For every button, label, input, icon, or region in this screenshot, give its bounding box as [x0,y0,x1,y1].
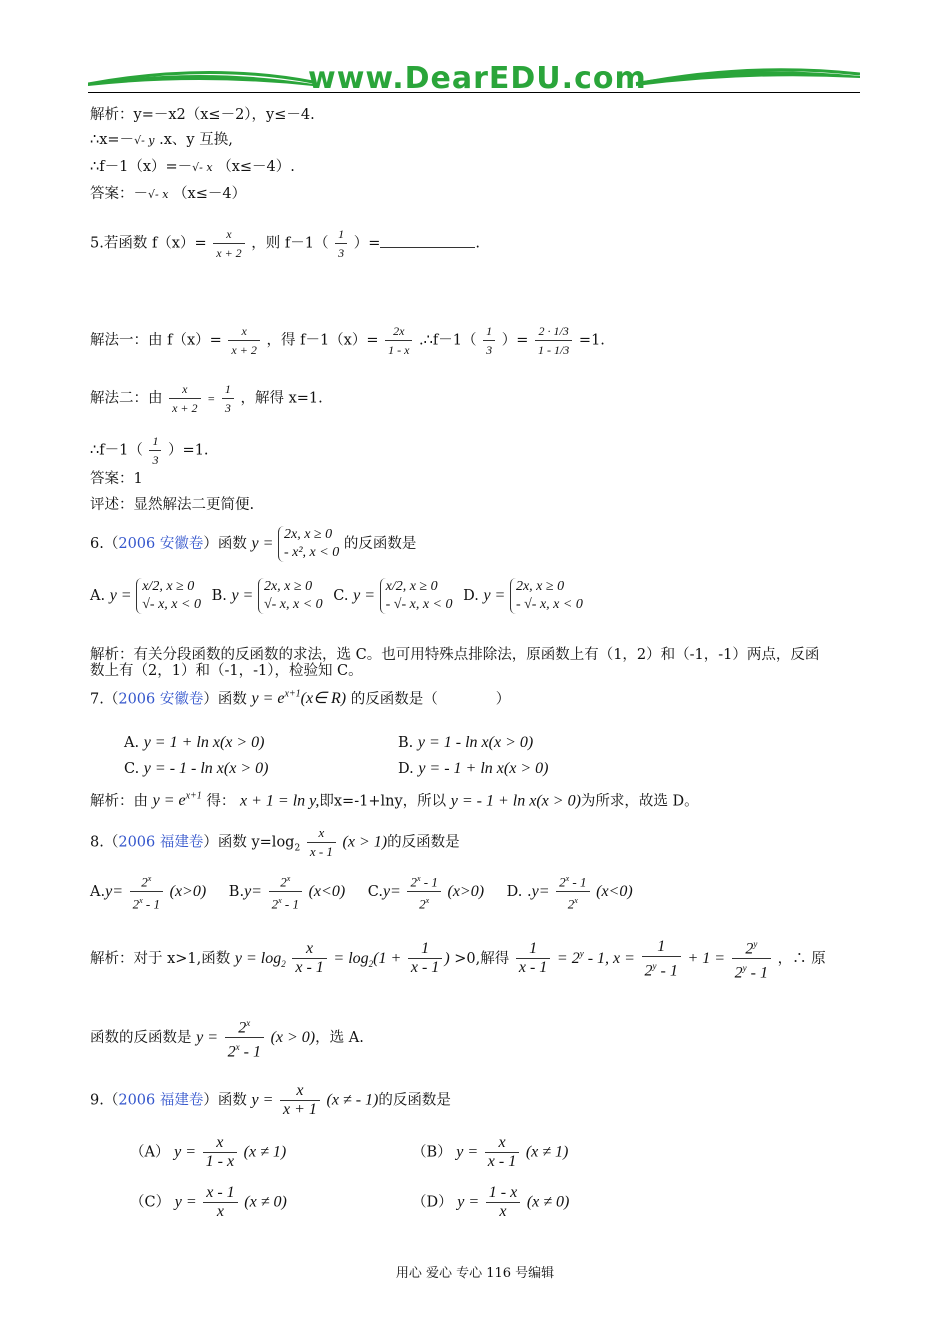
text-line: ∴f－1（x）=－√- x （x≤－4）. [90,159,295,175]
page-footer: 用心 爱心 专心 116 号编辑 [395,1266,555,1281]
source-tag: 2006 福建卷 [118,1092,204,1109]
options-8: A.y= $\frac{2^x}{2^x - 1}$ (x>0) B.y= $\frac{2^x}{2^x - 1}$ (x<0) C.y= $\frac{2^x - 1}{2^x}$ (x>0) D. .y= $\frac{2^x - 1}{2^x}$ (x<0) [90,870,633,914]
question-9: 9.（2006 福建卷）函数 y = $\frac{x}{x + 1}$ (x ≠ - 1)的反函数是 [90,1082,451,1118]
page-header [88,62,860,96]
answer-5: 答案：1 [90,471,143,487]
text-line: 数上有（2，1）和（-1，-1），检验知 C。 [90,663,363,679]
comment: 评述：显然解法二更简便. [90,497,255,513]
answer-blank [380,247,475,248]
text-line: ∴x=－√- y .x、y 互换, [90,132,233,148]
answer-7: 解析：由 $y = e^{x+1}$ 得： x + 1 = ln y,即x=-1+lny，所以 y = - 1 + ln x(x > 0)为所求，故选 D。 [90,791,699,810]
source-tag: 2006 安徽卷 [118,691,204,708]
site-logo: www.DearEDU.com [308,61,647,96]
option-7b: B. y = 1 - ln x(x > 0) [398,734,534,751]
source-tag: 2006 福建卷 [118,834,204,851]
answer-8: 解析：对于 x>1,函数 $y = \log_2$ $\frac{x}{x - 1}$ = $\log_2(1$ + $\frac{1}{x - 1}$ ) >0,解得 $\frac{1}{x - 1}$ = $2^y - 1$, x = $\frac{1}{2^y - 1}$ + 1 = $\frac{2^y}{2^y - 1}$ ，∴ 原 [90,935,826,983]
solution-2: 解法二：由 $\frac{x}{x + 2}$ = $\frac{1}{3}$ ，解得 x=1. [90,382,323,415]
text-line: 解析：y=－x2（x≤－2），y≤－4. [90,107,315,123]
question-7: 7.（2006 安徽卷）函数 $y = e^{x+1}(x\in$ R) 的反函数是（ ） [90,689,511,708]
options-6: A. y = x/2, x ≥ 0 √- x, x < 0 B. y = 2x, x ≥ 0 √- x, x < 0 C. y = x/2, x ≥ 0 - √- x, x < 0 D. y = 2x, x ≥ 0 - √- x, x < 0 [90,579,583,612]
answer-8-cont: 函数的反函数是 y = $\frac{2^x}{2^x - 1}$ (x > 0)，选 A. [90,1014,364,1062]
option-9c: （C） y = $\frac{x - 1}{x}$ (x ≠ 0) [130,1184,287,1220]
solution-1: 解法一：由 f（x）= $\frac{x}{x + 2}$ ，得 f－1（x）= $\frac{2x}{1 - x}$ .∴f－1（ $\frac{1}{3}$ ）= $\frac{2 \cdot 1/3}{1 - 1/3}$ =1. [90,324,605,357]
text-line: 解析：有关分段函数的反函数的求法，选 C。也可用特殊点排除法，原函数上有（1，2）和（-1，-1）两点，反函 [90,647,820,663]
option-9a: （A） y = $\frac{x}{1 - x}$ (x ≠ 1) [130,1134,287,1170]
option-9d: （D） y = $\frac{1 - x}{x}$ (x ≠ 0) [412,1184,570,1220]
option-7a: A. y = 1 + ln x(x > 0) [124,734,265,751]
source-tag: 2006 安徽卷 [118,536,204,552]
option-7d: D. y = - 1 + ln x(x > 0) [398,760,549,777]
option-9b: （B） y = $\frac{x}{x - 1}$ (x ≠ 1) [412,1134,569,1170]
question-5: 5.若函数 f（x）= $\frac{x}{x + 2}$ ，则 f－1（ $\frac{1}{3}$ ）= . [90,227,480,260]
question-6: 6.（2006 安徽卷）函数 y = 2x, x ≥ 0 - x², x < 0 的反函数是 [90,527,417,560]
question-8: 8.（2006 福建卷）函数 $y=\log_2$ $\frac{x}{x - 1}$ (x > 1)的反函数是 [90,825,460,859]
solution-3: ∴f－1（ $\frac{1}{3}$ ）=1. [90,434,209,467]
option-7c: C. y = - 1 - ln x(x > 0) [124,760,269,777]
text-line: 答案：－√- x （x≤－4） [90,186,247,202]
header-rule [88,92,860,93]
